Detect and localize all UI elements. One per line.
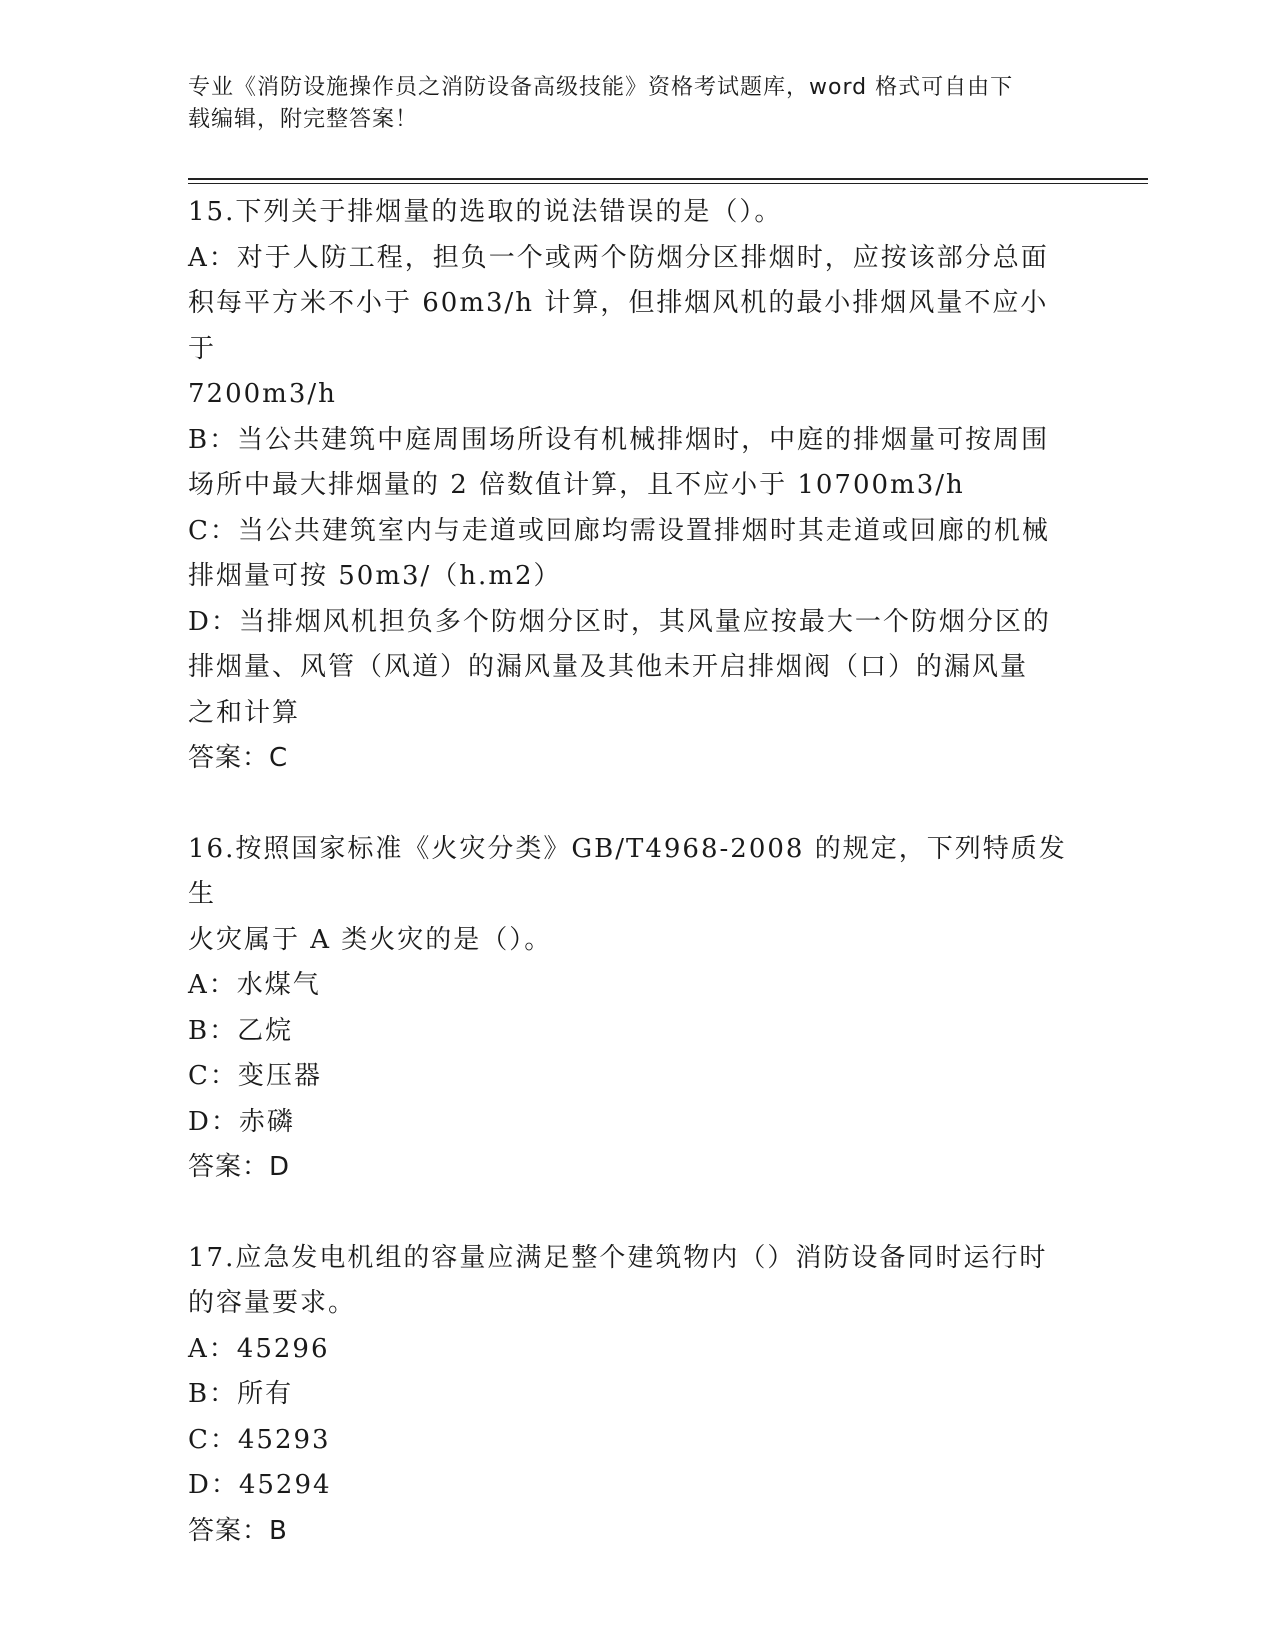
option-b: B：当公共建筑中庭周围场所设有机械排烟时，中庭的排烟量可按周围 — [188, 424, 1050, 455]
question-list — [188, 190, 1068, 1554]
question-16 — [188, 827, 1068, 1191]
header-divider-thick — [188, 178, 1148, 180]
header-line-1: 专业《消防设施操作员之消防设备高级技能》资格考试题库，word 格式可自由下 — [188, 75, 1014, 100]
option-a: A：对于人防工程，担负一个或两个防烟分区排烟时，应按该部分总面 — [188, 242, 1049, 273]
option-a-continued: 7200m3/h — [188, 379, 337, 409]
header-divider-thin — [188, 183, 1148, 184]
option-d: D：赤磷 — [188, 1106, 295, 1137]
question-stem: 17.应急发电机组的容量应满足整个建筑物内（）消防设备同时运行时 — [188, 1242, 1048, 1273]
option-c-continued: 排烟量可按 50m3/（h.m2） — [188, 561, 562, 591]
option-d: D：当排烟风机担负多个防烟分区时，其风量应按最大一个防烟分区的 — [188, 606, 1051, 637]
question-stem-continued: 的容量要求。 — [188, 1288, 357, 1318]
answer-line: 答案：D — [188, 1152, 291, 1182]
question-stem: 16.按照国家标准《火灾分类》GB/T4968-2008 的规定，下列特质发生 — [188, 833, 1067, 909]
option-a-continued: 积每平方米不小于 60m3/h 计算，但排烟风机的最小排烟风量不应小于 — [188, 288, 1049, 364]
document-header — [188, 72, 1068, 136]
option-b: B：所有 — [188, 1379, 294, 1409]
question-stem: 15.下列关于排烟量的选取的说法错误的是（）。 — [188, 197, 783, 227]
option-b: B：乙烷 — [188, 1015, 294, 1046]
answer-line: 答案：C — [188, 743, 289, 773]
option-d: D：45294 — [188, 1470, 332, 1500]
option-a: A：45296 — [188, 1333, 330, 1364]
question-17 — [188, 1236, 1068, 1555]
question-15 — [188, 190, 1068, 782]
option-a: A：水煤气 — [188, 970, 321, 1000]
option-c: C：当公共建筑室内与走道或回廊均需设置排烟时其走道或回廊的机械 — [188, 515, 1050, 546]
option-b-continued: 场所中最大排烟量的 2 倍数值计算，且不应小于 10700m3/h — [188, 470, 965, 500]
question-stem-continued: 火灾属于 A 类火灾的是（）。 — [188, 924, 553, 955]
option-d-continued: 排烟量、风管（风道）的漏风量及其他未开启排烟阀（口）的漏风量 — [188, 652, 1029, 682]
option-d-continued: 之和计算 — [188, 697, 301, 728]
answer-line: 答案：B — [188, 1515, 288, 1546]
header-line-2: 载编辑，附完整答案！ — [188, 107, 419, 132]
option-c: C：45293 — [188, 1424, 331, 1455]
option-c: C：变压器 — [188, 1061, 322, 1091]
